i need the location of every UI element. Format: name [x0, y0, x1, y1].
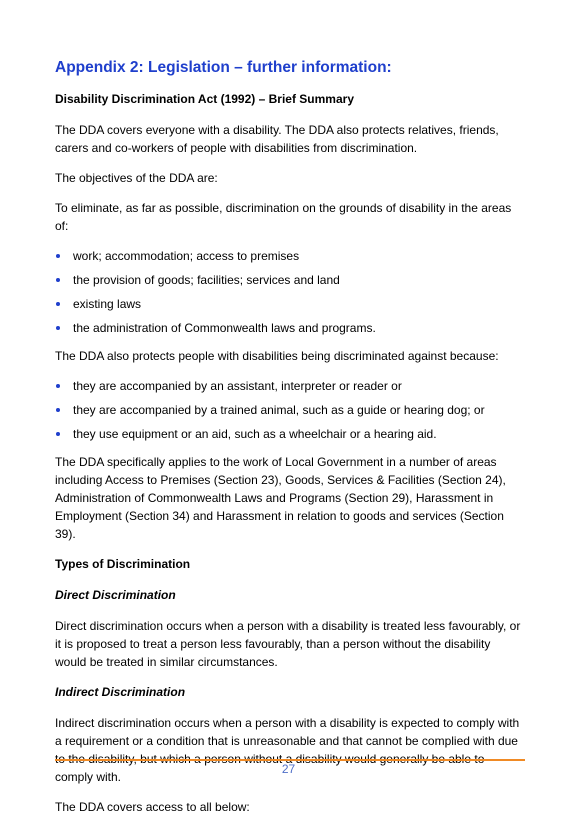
page-content — [55, 58, 525, 828]
list-item-text: the administration of Commonwealth laws and programs. — [73, 321, 376, 335]
bullet-icon — [56, 302, 60, 306]
list-item — [55, 425, 525, 443]
list-item — [55, 247, 525, 265]
section-title: Disability Discrimination Act (1992) – Brief Summary — [55, 92, 354, 106]
bullet-icon — [56, 432, 60, 436]
bullet-icon — [56, 408, 60, 412]
paragraph-objectives: The objectives of the DDA are: — [55, 171, 218, 185]
because-list — [55, 377, 525, 443]
bullet-icon — [56, 326, 60, 330]
paragraph-indirect: Indirect discrimination occurs when a person with a disability is expected to comply with a requirement or a condition that is unreasonable and that cannot be complied with due comply with. — [55, 716, 520, 784]
appendix-heading: Appendix 2: Legislation – further information: — [55, 59, 392, 76]
direct-title: Direct Discrimination — [55, 588, 176, 602]
bullet-icon — [56, 278, 60, 282]
list-item — [55, 295, 525, 313]
list-item-text: they use equipment or an aid, such as a wheelchair or a hearing aid. — [73, 427, 437, 441]
indirect-title: Indirect Discrimination — [55, 685, 186, 699]
paragraph-eliminate: To eliminate, as far as possible, discrimination on the grounds of disability in the areas of: — [55, 201, 512, 233]
footer-divider — [55, 759, 525, 761]
list-item — [55, 271, 525, 289]
list-item — [55, 319, 525, 337]
areas-list — [55, 247, 525, 337]
paragraph-intro: The DDA covers everyone with a disability. The DDA also protects relatives, friends, carers and co-workers of people with disabilities from discrimination. — [55, 123, 499, 155]
list-item-text: they are accompanied by a trained animal, such as a guide or hearing dog; or — [73, 403, 485, 417]
list-item — [55, 401, 525, 419]
paragraph-covers-access: The DDA covers access to all below: — [55, 800, 250, 814]
bullet-icon — [56, 254, 60, 258]
list-item-text: the provision of goods; facilities; services and land — [73, 273, 340, 287]
paragraph-direct: Direct discrimination occurs when a person with a disability is treated less favourably, or it is proposed to treat a person less favourably, than a person without the disability would be treated in similar circumstances. — [55, 619, 521, 669]
list-item-text: existing laws — [73, 297, 142, 311]
bullet-icon — [56, 384, 60, 388]
paragraph-local-government: The DDA specifically applies to the work of Local Government in a number of areas including Access to Premises (Section 23), Goods, Services & Facilities (Section 24), Administration of Commonwealth Laws and Programs (Section 29), Harassment in Employment (Section 34) and Harassment in relation to goods and services (Section 39). — [55, 455, 506, 541]
types-title: Types of Discrimination — [55, 557, 191, 571]
page-number: 27 — [281, 762, 296, 776]
list-item-text: they are accompanied by an assistant, interpreter or reader or — [73, 379, 402, 393]
list-item — [55, 377, 525, 395]
paragraph-protects: The DDA also protects people with disabilities being discriminated against because: — [55, 349, 499, 363]
list-item-text: work; accommodation; access to premises — [73, 249, 300, 263]
